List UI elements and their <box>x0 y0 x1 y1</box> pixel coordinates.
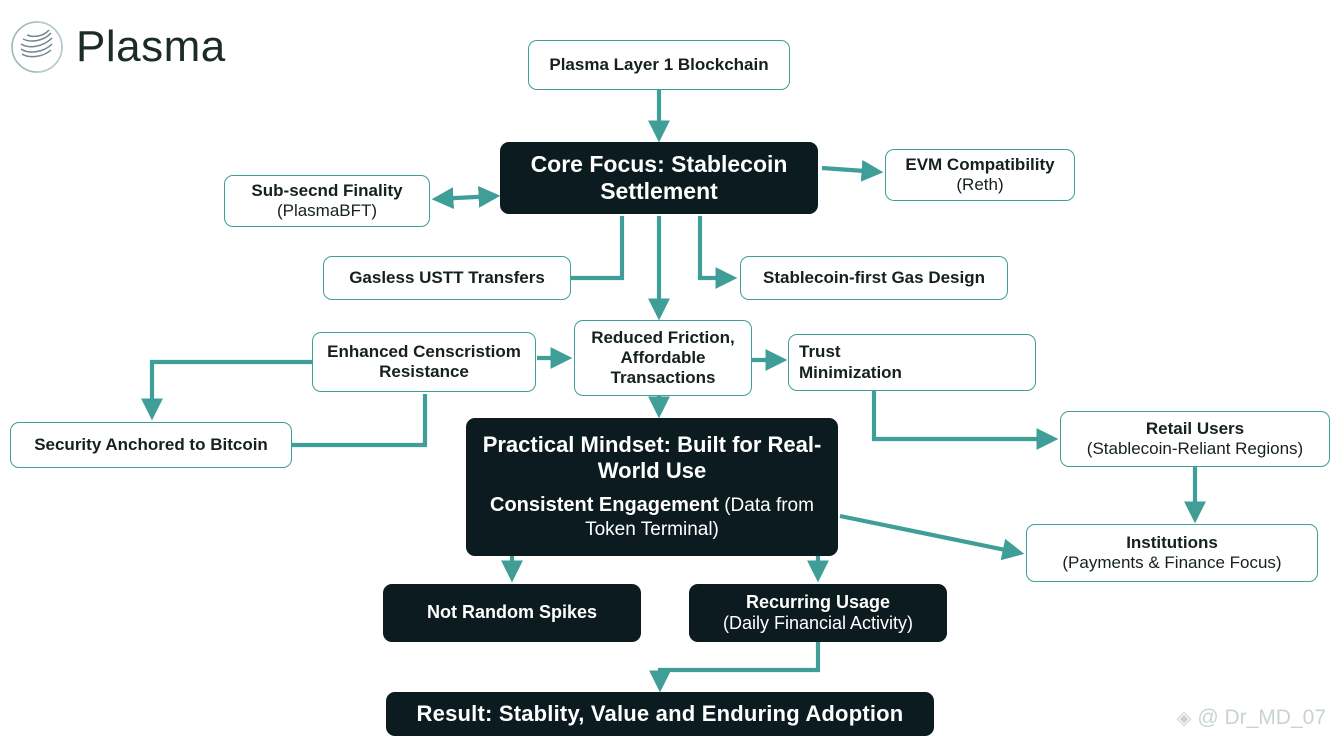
node-sub-second-finality[interactable]: Sub-secnd Finality (PlasmaBFT) <box>224 175 430 227</box>
node-recurring-usage[interactable]: Recurring Usage (Daily Financial Activity) <box>689 584 947 642</box>
node-security-anchored-bitcoin[interactable]: Security Anchored to Bitcoin <box>10 422 292 468</box>
edge-recurring-result <box>660 642 818 688</box>
node-trust-minimization[interactable]: Trust Minimization <box>788 334 1036 391</box>
node-institutions[interactable]: Institutions (Payments & Finance Focus) <box>1026 524 1318 582</box>
edge-core-subsecond <box>436 196 496 199</box>
edge-practical-institutions <box>840 516 1020 553</box>
node-gasless-transfers[interactable]: Gasless USTT Transfers <box>323 256 571 300</box>
node-retail-users[interactable]: Retail Users (Stablecoin-Reliant Regions) <box>1060 411 1330 467</box>
node-result[interactable]: Result: Stablity, Value and Enduring Adoption <box>386 692 934 736</box>
watermark-handle: @ Dr_MD_07 <box>1197 706 1326 729</box>
node-not-random-spikes[interactable]: Not Random Spikes <box>383 584 641 642</box>
edge-censorship-bitcoin <box>152 362 312 416</box>
edge-trust-retail <box>874 391 1054 439</box>
node-practical-mindset[interactable]: Practical Mindset: Built for Real-World Use Consistent Engagement (Data from Token Terminal) <box>466 418 838 556</box>
edge-core-evm <box>822 168 879 172</box>
node-evm-compatibility[interactable]: EVM Compatibility (Reth) <box>885 149 1075 201</box>
node-plasma-layer1[interactable]: Plasma Layer 1 Blockchain <box>528 40 790 90</box>
edge-core-gasdesign <box>700 216 733 278</box>
diamond-sparkle-icon: ◈ <box>1176 707 1192 729</box>
node-stablecoin-first-gas-design[interactable]: Stablecoin-first Gas Design <box>740 256 1008 300</box>
watermark <box>1177 706 1326 730</box>
brand-name: Plasma <box>76 22 226 71</box>
node-censorship-resistance[interactable]: Enhanced Censcristiom Resistance <box>312 332 536 392</box>
node-reduced-friction[interactable]: Reduced Friction, Affordable Transactions <box>574 320 752 396</box>
edge-gasless-core <box>571 216 622 278</box>
node-core-focus[interactable]: Core Focus: Stablecoin Settlement <box>500 142 818 214</box>
edge-bitcoin-reduced <box>292 394 425 445</box>
